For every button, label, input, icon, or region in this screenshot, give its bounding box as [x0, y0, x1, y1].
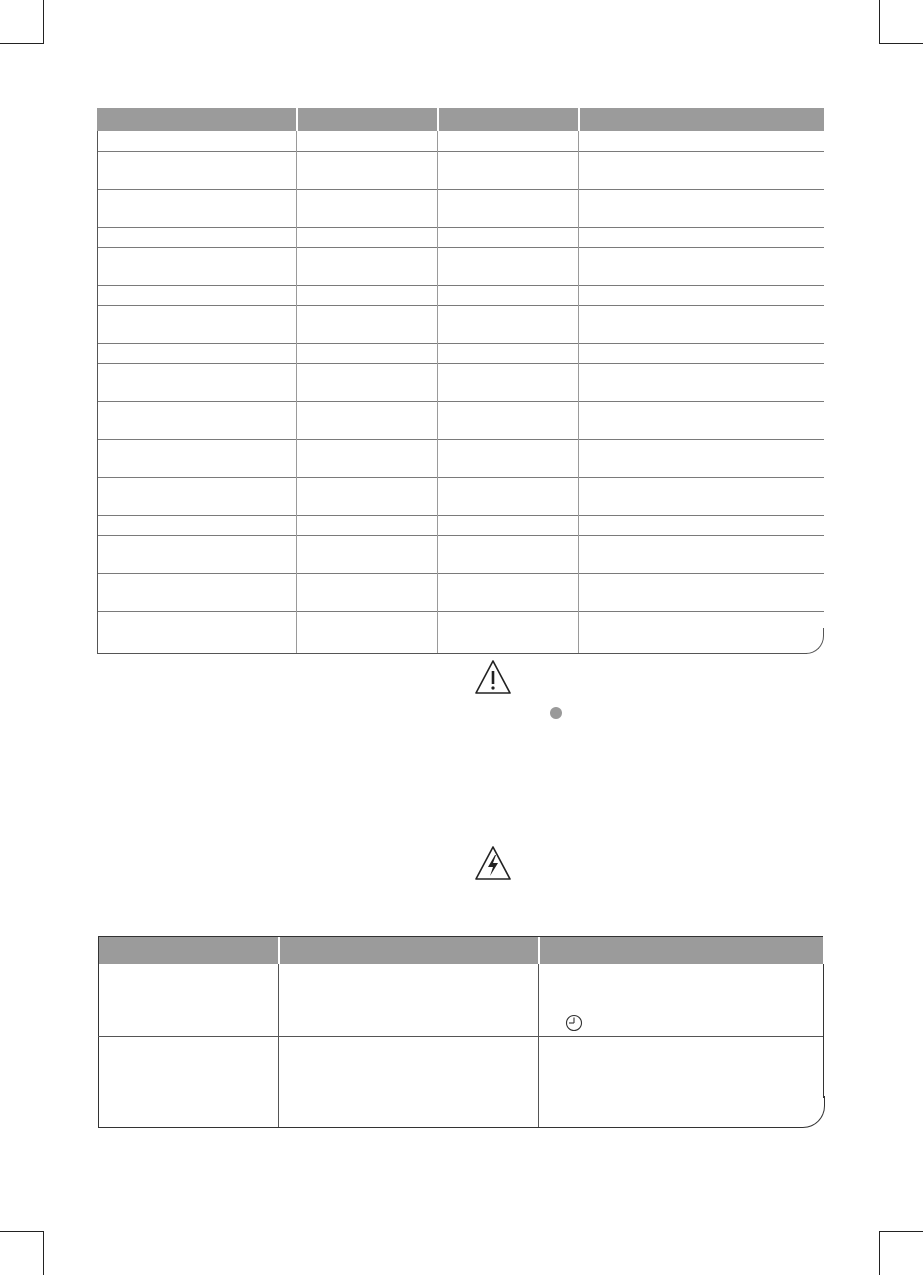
- table-row: [97, 478, 824, 516]
- crop-mark: [43, 1231, 44, 1275]
- row-divider: [98, 1036, 823, 1037]
- column-divider: [278, 964, 279, 1128]
- table-border: [97, 653, 807, 654]
- warning-exclamation-icon: [474, 659, 512, 695]
- column-divider: [578, 131, 579, 654]
- table-row: [97, 152, 824, 190]
- crop-mark: [43, 0, 44, 44]
- troubleshooting-table: [98, 936, 825, 1128]
- clock-icon: [565, 1014, 583, 1032]
- header-divider: [278, 937, 280, 965]
- table-row: [97, 286, 824, 306]
- crop-mark: [879, 43, 923, 44]
- table-border: [97, 131, 98, 654]
- header-divider: [296, 108, 298, 131]
- table-row: [97, 248, 824, 286]
- table-row: [97, 440, 824, 478]
- table-row: [97, 228, 824, 248]
- table-row: [97, 364, 824, 402]
- table-header: [98, 936, 823, 964]
- column-divider: [437, 131, 438, 654]
- table-row: [97, 190, 824, 228]
- table-row: [97, 306, 824, 344]
- crop-mark: [0, 1231, 44, 1232]
- table-row: [97, 574, 824, 612]
- table-rounded-corner: [799, 1096, 825, 1128]
- table-border: [98, 936, 99, 1128]
- table-row: [97, 536, 824, 574]
- header-divider: [538, 937, 540, 965]
- table-row: [97, 344, 824, 364]
- crop-mark: [879, 1231, 880, 1275]
- spec-table: [97, 108, 824, 654]
- table-header: [97, 108, 824, 131]
- column-divider: [296, 131, 297, 654]
- table-body: [97, 131, 824, 654]
- grey-dot-icon: [550, 707, 562, 719]
- table-border: [823, 964, 824, 1098]
- crop-mark: [879, 0, 880, 44]
- table-border: [98, 1127, 803, 1128]
- table-row: [97, 131, 824, 152]
- electric-shock-warning-icon: [474, 845, 512, 881]
- table-row: [97, 516, 824, 536]
- table-row: [97, 402, 824, 440]
- crop-mark: [879, 1231, 923, 1232]
- header-divider: [437, 108, 439, 131]
- table-row: [97, 612, 824, 652]
- header-divider: [578, 108, 580, 131]
- crop-mark: [0, 43, 44, 44]
- column-divider: [538, 964, 539, 1128]
